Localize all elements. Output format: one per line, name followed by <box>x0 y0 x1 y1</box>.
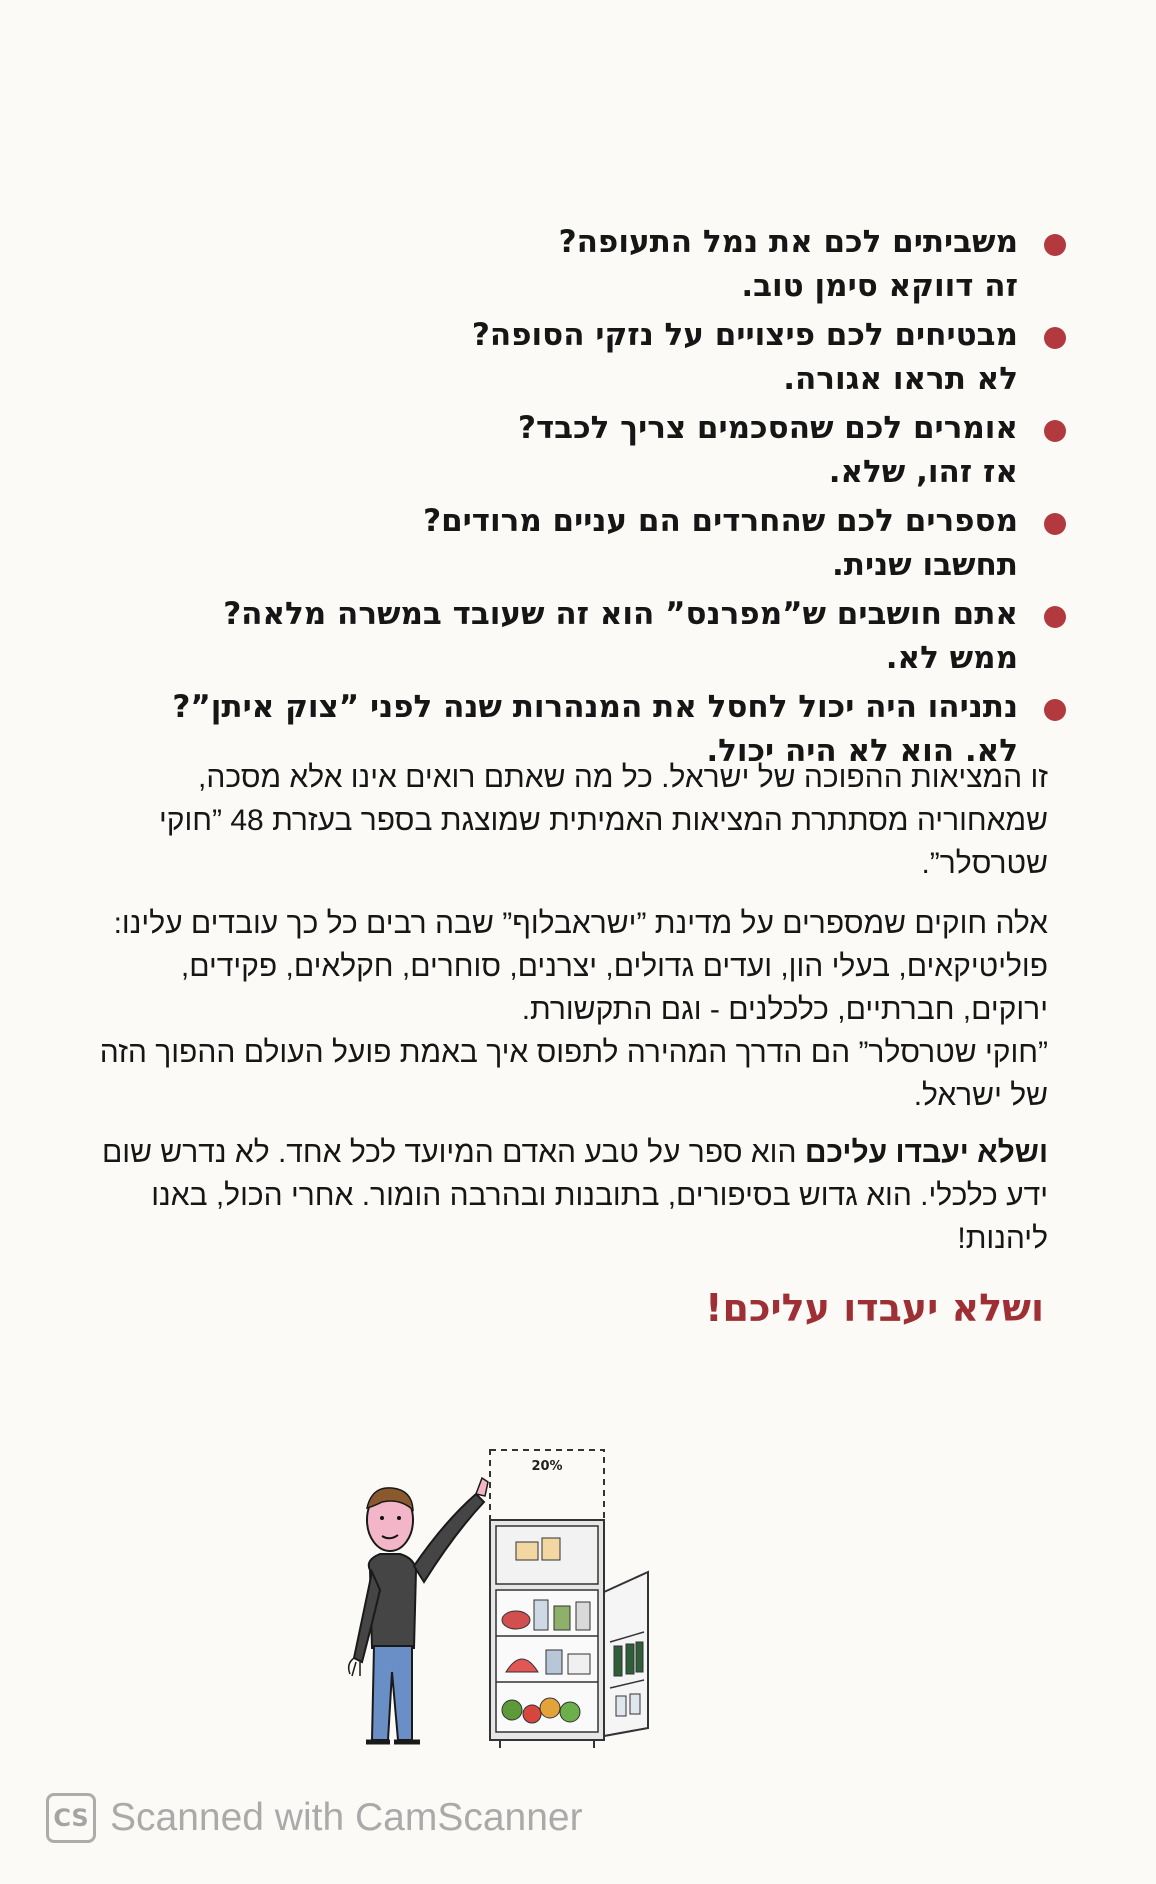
bullet-question: מספרים לכם שהחרדים הם עניים מרודים? <box>423 503 1018 539</box>
bullet-dot-icon <box>1044 420 1066 442</box>
intro-paragraph: זו המציאות ההפוכה של ישראל. כל מה שאתם רואים אינו אלא מסכה, שמאחוריה מסתתרת המציאות האמיתית שמוצגת בספר בעזרת 48 ”חוקי שטרסלר”. <box>159 761 1048 880</box>
list-item <box>66 592 1066 680</box>
bullet-question: נתניהו היה יכול לחסל את המנהרות שנה לפני ”צוק איתן”? <box>172 689 1018 725</box>
bullet-answer: אז זהו, שלא. <box>828 454 1018 490</box>
laws-paragraph <box>98 902 1048 1117</box>
book-title-inline: ושלא יעבדו עליכם <box>804 1136 1048 1169</box>
fridge-label: 20% <box>531 1459 563 1474</box>
man-figure <box>349 1478 488 1742</box>
bullet-dot-icon <box>1044 234 1066 256</box>
bullet-answer: לא. הוא לא היה יכול. <box>706 733 1018 769</box>
bullet-answer: לא תראו אגורה. <box>783 361 1018 397</box>
list-item <box>66 499 1066 587</box>
camscanner-logo: CS <box>46 1793 96 1843</box>
bullet-dot-icon <box>1044 606 1066 628</box>
bullet-answer: זה דווקא סימן טוב. <box>741 268 1018 304</box>
camscanner-watermark <box>46 1790 583 1846</box>
slogan: ושלא יעבדו עליכם! <box>705 1286 1044 1330</box>
list-item <box>66 406 1066 494</box>
bullet-dot-icon <box>1044 327 1066 349</box>
bullet-question: משביתים לכם את נמל התעופה? <box>558 224 1018 260</box>
laws-paragraph-conclusion: ”חוקי שטרסלר” הם הדרך המהירה לתפוס איך באמת פועל העולם ההפוך הזה של ישראל. <box>99 1036 1048 1112</box>
book-description-text: הוא ספר על טבע האדם המיועד לכל אחד. לא נדרש שום ידע כלכלי. הוא גדוש בסיפורים, בתובנות ובהרבה הומור. אחרי הכול, באנו ליהנות! <box>101 1136 1048 1255</box>
bullet-question: אומרים לכם שהסכמים צריך לכבד? <box>517 410 1018 446</box>
bullet-question: מבטיחים לכם פיצויים על נזקי הסופה? <box>471 317 1018 353</box>
bullet-dot-icon <box>1044 513 1066 535</box>
list-item <box>66 313 1066 401</box>
bullet-question: אתם חושבים ש”מפרנס” הוא זה שעובד במשרה מלאה? <box>223 596 1018 632</box>
watermark-text: Scanned with CamScanner <box>110 1796 583 1839</box>
bullet-answer: תחשבו שנית. <box>832 547 1018 583</box>
man-and-fridge-illustration <box>330 1410 790 1760</box>
bullet-answer: ממש לא. <box>885 640 1018 676</box>
question-list <box>66 220 1066 778</box>
book-description-paragraph <box>98 1131 1048 1260</box>
fridge <box>490 1450 648 1748</box>
laws-paragraph-text: אלה חוקים שמספרים על מדינת ”ישראבלוף” שבה רבים כל כך עובדים עלינו: פוליטיקאים, בעלי הון, ועדים גדולים, יצרנים, סוחרים, חקלאים, פקידים, ירוקים, חברתיים, כלכלנים - וגם התקשורת. <box>113 907 1048 1026</box>
list-item <box>66 220 1066 308</box>
bullet-dot-icon <box>1044 699 1066 721</box>
